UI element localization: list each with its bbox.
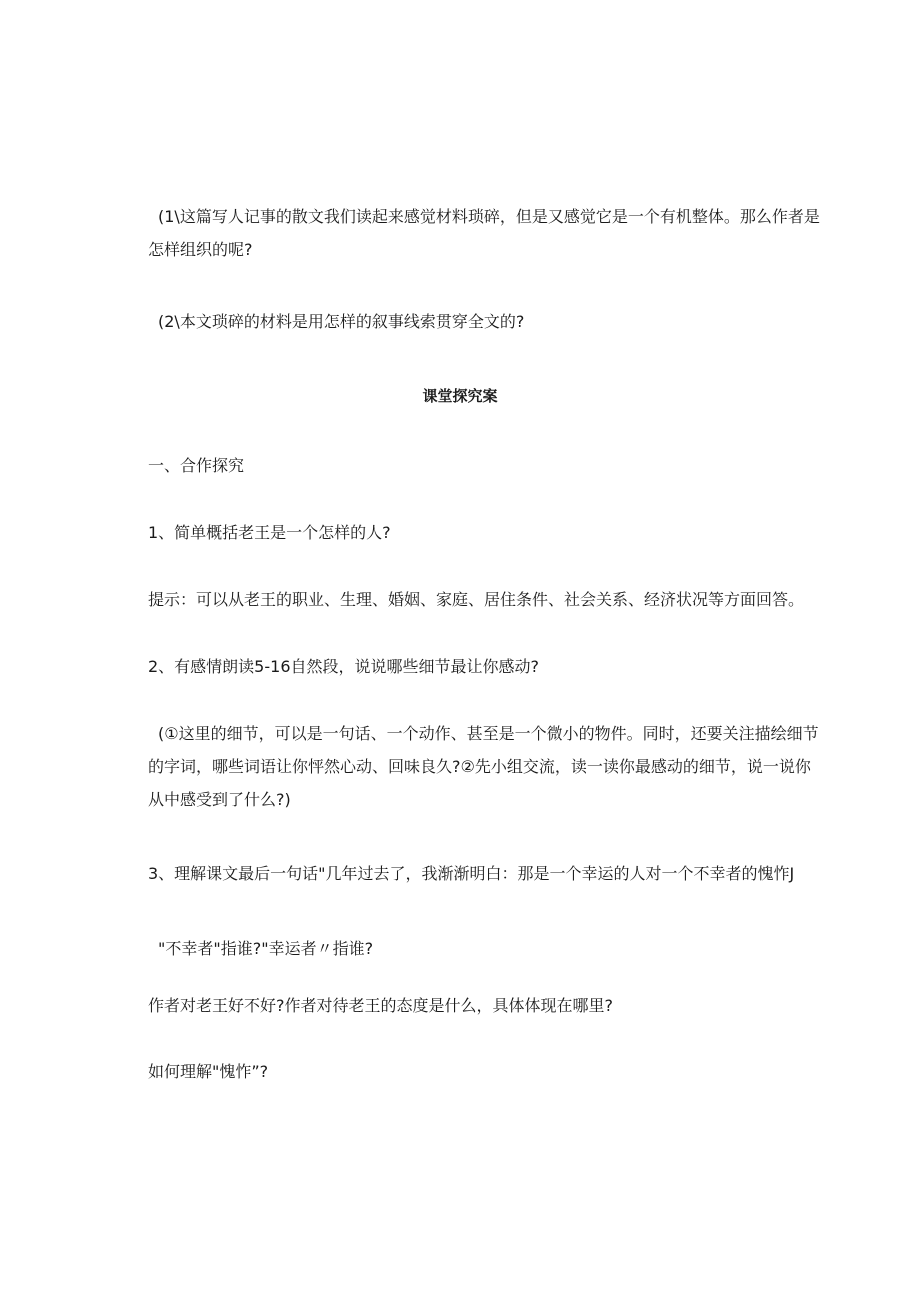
section-title: 课堂探究案 bbox=[422, 387, 498, 405]
question-3: 3、理解课文最后一句话"几年过去了，我渐渐明白：那是一个幸运的人对一个不幸者的愧怍J bbox=[148, 864, 795, 883]
question-3-sub-3: 如何理解"愧怍”? bbox=[148, 1062, 269, 1081]
question-2-note: (①这里的细节，可以是一句话、一个动作、甚至是一个微小的物件。同时，还要关注描绘细节的字词，哪些词语让你怦然心动、回味良久?②先小组交流，读一读你最感动的细节，说一说你从中感受到了什么?) bbox=[148, 724, 819, 809]
question-1-hint: 提示：可以从老王的职业、生理、婚姻、家庭、居住条件、社会关系、经济状况等方面回答。 bbox=[148, 590, 805, 609]
question-3-sub-2: 作者对老王好不好?作者对待老王的态度是什么，具体体现在哪里? bbox=[148, 996, 613, 1015]
question-2: 2、有感情朗读5-16自然段，说说哪些细节最让你感动? bbox=[148, 657, 539, 676]
pre-question-1: (1\这篇写人记事的散文我们读起来感觉材料琐碎，但是又感觉它是一个有机整体。那么作者是怎样组织的呢? bbox=[148, 207, 820, 259]
subsection-title: 一、合作探究 bbox=[148, 456, 245, 475]
pre-question-2: (2\本文琐碎的材料是用怎样的叙事线索贯穿全文的? bbox=[158, 312, 525, 331]
question-3-sub-1: "不幸者"指谁?"幸运者〃指谁? bbox=[158, 939, 374, 958]
question-1: 1、简单概括老王是一个怎样的人? bbox=[148, 523, 391, 542]
